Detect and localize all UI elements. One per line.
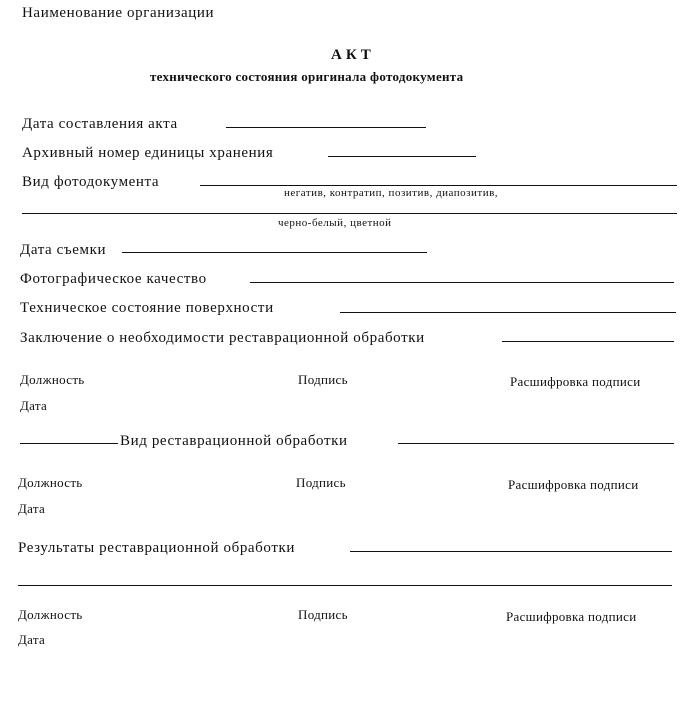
signature-label: Подпись <box>298 607 348 622</box>
photo-quality-label: Фотографическое качество <box>20 271 207 287</box>
restoration-results-line[interactable] <box>350 551 672 552</box>
position-label: Должность <box>18 475 83 490</box>
restoration-need-label: Заключение о необходимости реставрационной обработки <box>20 330 425 346</box>
signature-decoding-label: Расшифровка подписи <box>508 477 639 492</box>
date-label: Дата <box>18 501 46 516</box>
photo-type-line[interactable] <box>200 185 677 186</box>
surface-condition-label: Техническое состояние поверхности <box>20 300 274 316</box>
date-label: Дата <box>18 632 46 647</box>
signature-label: Подпись <box>298 372 348 387</box>
restoration-type-line-right[interactable] <box>398 443 674 444</box>
photo-type-label: Вид фотодокумента <box>22 174 160 190</box>
restoration-results-label: Результаты реставрационной обработки <box>18 540 295 556</box>
document-title: АКТ <box>331 47 375 63</box>
signature-decoding-label: Расшифровка подписи <box>506 609 637 624</box>
restoration-results-line-2[interactable] <box>18 585 672 586</box>
date-label: Дата <box>20 398 48 413</box>
position-label: Должность <box>20 372 85 387</box>
date-compiled-label: Дата составления акта <box>22 116 178 132</box>
photo-type-line-2[interactable] <box>22 213 677 214</box>
shooting-date-line[interactable] <box>122 252 427 253</box>
shooting-date-label: Дата съемки <box>20 242 107 258</box>
restoration-type-line-left[interactable] <box>20 443 118 444</box>
organization-label: Наименование организации <box>22 5 215 21</box>
restoration-need-line[interactable] <box>502 341 674 342</box>
restoration-type-label: Вид реставрационной обработки <box>120 433 348 449</box>
signature-label: Подпись <box>296 475 346 490</box>
position-label: Должность <box>18 607 83 622</box>
photo-type-hint: негатив, контратип, позитив, диапозитив, <box>284 187 499 199</box>
photo-quality-line[interactable] <box>250 282 674 283</box>
date-compiled-line[interactable] <box>226 127 426 128</box>
surface-condition-line[interactable] <box>340 312 676 313</box>
archive-number-label: Архивный номер единицы хранения <box>22 145 274 161</box>
document-subtitle: технического состояния оригинала фотодокумента <box>150 69 464 84</box>
signature-decoding-label: Расшифровка подписи <box>510 374 641 389</box>
color-hint: черно-белый, цветной <box>278 217 392 229</box>
archive-number-line[interactable] <box>328 156 476 157</box>
